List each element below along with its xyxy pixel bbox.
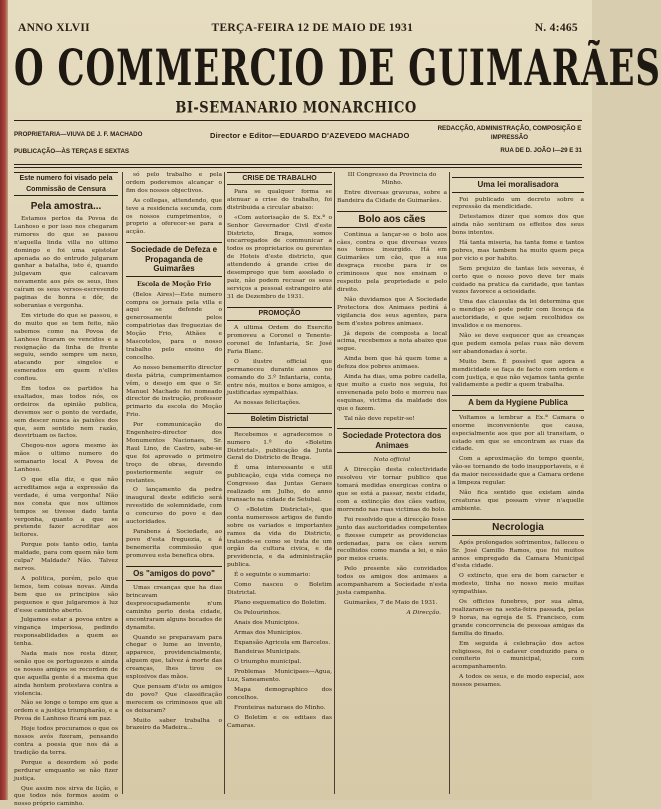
newspaper-title: O COMMERCIO DE GUIMARÃES (14, 40, 661, 98)
paragraph: Guimarães, 7 de Maio de 1931. (344, 599, 438, 606)
paragraph: Por communicação do Engenheiro-director dos Monumentos Nacionaes, Sr. Raul Lino, de Castro, sabe-se que foi aprovado o primeiro troço de obras, devendo posteriormente seguir os restantes. (126, 422, 222, 484)
paragraph: A todos os seus, e de modo especial, aos nossos pesames. (452, 674, 584, 689)
year-label: ANNO XLVII (18, 22, 90, 34)
column-5 (452, 172, 584, 794)
owner-label: PROPRIETARIA—VIUVA DE J. F. MACHADO (14, 131, 143, 138)
summary-item: Anais dos Municipios. (234, 619, 300, 626)
summary-item: O triumpho municipal. (234, 659, 302, 666)
article-heading-sociedade-defeza: Sociedade de Defeza e Propaganda de Guimarães (126, 242, 222, 277)
office-label: REDACÇÃO, ADMINISTRAÇÃO, COMPOSIÇÃO E IMPRESSÃO (437, 125, 582, 141)
paragraph: Não se deve esquecer que as creanças que pedem esmola pelas ruas não devem ser abandonadas á sorte. (452, 333, 584, 355)
article-heading-lei-moralisadora: Uma lei moralisadora (452, 177, 584, 193)
signature: A Direcção. (406, 609, 441, 616)
paragraph: A Direcção desta colectividade resolveu vir tornar publico que tomará medidas energicas contra o que se está a passar, neste cidade, com a extincção dos cães vadios, morrendo nas ruas victimas do bolo. (337, 467, 447, 513)
paragraph: (Belos Aires)—Este numero compra os jornais pela villa e aqui se defende o generosamente pelos compatriotas das freguezias de Moção Frio, Athães e Mascotelos, para o nosso trabalho pelo ensino do concelho. (126, 291, 222, 361)
header-rule-bottom (14, 164, 582, 165)
paragraph: Foi resolvido que a direcção fosse junto das auctoridades competentes e fizesse cumprir as providencias ordenadas, para os cães serem recolhidos como manda a lei, e não por meios crueis. (337, 516, 447, 563)
paragraph: Para se qualquer forma se atenuar a crise do trabalho, foi distribuida a circular abaixo: (227, 189, 332, 211)
summary-item: Armas dos Municipios. (234, 629, 303, 636)
publisher-info (14, 126, 174, 160)
paragraph: só pelo trabalho e pela ordem poderemos alcançar o fim dos nossos objectivos. (126, 172, 222, 194)
paragraph: Que assim nos sirva de lição, e que todos nós formos assim o nosso próprio caminho. (14, 785, 118, 808)
paragraph: As nossas felicitações. (234, 400, 301, 407)
paragraph: É o seguinte o summario: (234, 572, 311, 579)
paragraph: Chegou-nos agora mesmo às mãos o ultimo numero do semanario local A Povoa de Lanhoso. (14, 443, 118, 474)
paragraph: Continua a lançar-se o bolo aos cães, contra o que diversas vezes nos temos insurgido. Há em Guimarães um cão, que a sua desgraça recebe para ir os criminosos que nos ensinam o respeito pela propriedade e pelo direito. (337, 231, 447, 293)
masthead-info (14, 124, 582, 164)
issue-number: N. 4:465 (534, 22, 578, 34)
book-binding (0, 0, 8, 800)
paragraph: O «Boletim Districtal», que conta numerosos artigos de fundo sobre os variados e importantes ramos da vida do Districto, tratando-se como se trata de um orgão da cultura civica, e da previdencia, e da administração publica. (227, 506, 332, 569)
paragraph: Sem prejuizo de tantas leis severas, é certo que o nosso povo deve ter mais cuidado na pratica da caridade, que tantas vezes favorece a ociosidade. (452, 265, 584, 296)
paragraph: Ainda ha dias, uma pobre cadella, que muito a custo nos seguia, foi envenenada pelo bolo e morreu nas esquinas, victima da maldade dos que o fazem. (337, 374, 447, 412)
paragraph: Em seguida á celebração dos actos religiosos, foi o cadaver conduzido para o cemiterio municipal, com acompanhamento. (452, 640, 584, 671)
paragraph: Porque pois tanto odio, tanta maldade, para com quem não tem culpa? Maldade? Não. Talvez nervos. (14, 542, 118, 572)
paragraph: Que pensam d'isto os amigos do povo? Que classificação merecem os criminosos que ali os deixaram? (126, 683, 222, 714)
office-info (437, 124, 582, 155)
date-label: TERÇA-FEIRA 12 DE MAIO DE 1931 (211, 22, 414, 34)
article-columns (14, 172, 584, 808)
article-heading-promocao: PROMOÇÃO (227, 307, 332, 322)
paragraph: A politica, porém, pelo que lemos, tem coisas novas. Ainda bem que os principios são pequenos e que julgaremos à luz d'esse caminho aberto. (14, 575, 118, 614)
summary-item: Expansão Agricola em Barcelos. (234, 639, 331, 646)
paragraph: Detestamos dizer que somos dos que ainda não sentiram os effeitos dos seus bons intentos. (452, 214, 584, 237)
paragraph: O extincto, que era de bom caracter e modesto, tinha no nosso meio muitas sympathias. (452, 573, 584, 596)
column-3 (227, 172, 332, 794)
article-heading-crise-trabalho: CRISE DE TRABALHO (227, 172, 332, 185)
article-body-pela-amostra (14, 216, 118, 809)
summary-item: Os Pelourinhos. (234, 609, 281, 616)
paragraph: O que ella diz, e que não acreditamos seja a expressão da verdade, é uma vergonha! Não nos consta que nos ultimos tempos se tivesse dado tanta vergonha, quanto a que se pretende fazer acreditar aos leitores. (14, 477, 118, 539)
paragraph: Foi publicado um decreto sobre a repressão da mendicidade. (452, 196, 584, 211)
paragraph: As collegas, attendendo, que teve a residencia secunda, com os nossos cumprimentos, o proprio a oferecer-se para a acção. (126, 197, 222, 236)
paragraph: Hoje todos procuramos o que os nossos avós fizeram, pensando contra a poesia que nos dá a tradição da terra. (14, 726, 118, 756)
summary-item: O Boletim e os editaes das Camaras. (227, 714, 332, 729)
column-1 (14, 172, 118, 808)
paragraph: Pelo presente são convidados todos os amigos dos animaes a acompanharem a Sociedade n'esta justa campanha. (337, 566, 447, 596)
paragraph: Em todos os partidos ha exaltados, mas todos nós, os ordeiros da opinião publica, devemos ser o ponto de verdade, sem descer nunca às paixões dos que, sem sentido nem razão, desvirtuam os factos. (14, 386, 118, 440)
paragraph: Não duvidamos que A Sociedade Protectora dos Animaes pedirá á vigilancia dos seus agentes, para bem d'estes pobres animaes. (337, 296, 447, 327)
paragraph: Ao nosso benemerito director desta pátria, cumprimentamos vêm, o desejo em que o Sr. Manuel Machado foi nomeado director de instrução, professor primario da escola do Moção Frio. (126, 364, 222, 419)
paragraph: Julgamos estar a povoa entre a vingança imperiosa, pedindo responsabilidades a quem as tenha. (14, 617, 118, 648)
column-divider (224, 172, 225, 794)
paragraph: Porque a desordem só pode perdurar emquanto se não fizer justiça. (14, 759, 118, 782)
paragraph: Parabens á Sociedade, ao povo d'esta freguezia, e á benemerita commissão que promoveu esta benefica obra. (126, 528, 222, 559)
summary-item: Problemas Municipaes—Agua, Luz, Saneamento. (227, 669, 332, 684)
paragraph: «Com autorisação de S. Ex.ª o Senhor Governador Civil d'este Districto, Braga, somos encarregados de communicar a todos os proprietarios ou gerentes de Hoteis d'este districto, que attendendo á grande crise de desemprego que tem assolado o paiz, não podem recusar os seus serviços a pessoal estrangeiro até 31 de Dezembro de 1931. (227, 214, 332, 300)
official-note-label: Nota official (373, 457, 411, 464)
summary-item: Bandeiras Municipais. (234, 649, 301, 656)
paragraph: III Congresso da Provincia do Minho. (347, 172, 437, 186)
paragraph: Não se longe o tempo em que a ordem e a justiça triumpharão, e a Povoa de Lanhoso ficará em paz. (14, 700, 118, 723)
paragraph: Com a aproximação do tempo quente, vão-se tornando de todo insupportaveis, e é da maior necessidade que a Camara ordene a limpeza regular. (452, 456, 584, 487)
article-heading-pela-amostra: Pela amostra... (30, 201, 102, 212)
newspaper-subtitle: BI-SEMANARIO MONARCHICO (175, 99, 417, 118)
paragraph: Muito bem. É possível que agora a mendicidade se faça de facto com ordem e com justiça, e que não vejamos tanta gente validamente a pedir a quem trabalha. (452, 358, 584, 389)
column-4 (337, 172, 447, 794)
paragraph: O lançamento da pedra inaugural deste edificio será revestido de solemnidade, com o concurso do povo e das auctoridades. (126, 487, 222, 526)
address-label: RUA DE D. JOÃO I—29 E 31 (500, 147, 582, 154)
article-heading-hygiene-publica: A bem da Hygiene Publica (452, 395, 584, 411)
paragraph: Não fica sentido que existam ainda creaturas que possam viver n'aquelle ambiente. (452, 490, 584, 512)
column-divider (334, 172, 335, 794)
paragraph: Em virtude do que se passou, e do muito que se tem feito, não sabemos como na Povoa de Lanhoso ficaram os vencidos e a resignação da linha de frente seguiu, sendo sempre um nexo, atacando por singelos e esmerados em quem n'elles confiou. (14, 312, 118, 383)
summary-item: Fronteiras naturaes do Minho. (234, 704, 326, 711)
column-divider (449, 172, 450, 794)
paragraph: Os officios funebres, por sua alma, realizaram-se na sexta-feira passada, pelas 9 horas, na egreja de S. Francisco, com grande concorrencia de pessoas amigas da familia do finado. (452, 599, 584, 637)
paragraph: Voltamos a lembrar a Ex.ª Camara o enorme inconveniente que causa, especialmente aos que por ali transitam, o estado em que se encontram as ruas da cidade. (452, 414, 584, 453)
director-label: Director e Editor—EDUARDO D'AZEVEDO MACHADO (210, 131, 410, 140)
article-heading-amigos-do-povo: Os "amigos do povo" (126, 566, 222, 582)
paragraph: A ultima Ordem do Exercito promoveu a Coronel o Tenente-coronel de Infantaria, Sr. José Faria Blanc. (227, 325, 332, 355)
publication-label: PUBLICAÇÃO—ÀS TERÇAS E SEXTAS (14, 148, 130, 155)
paragraph: Já depois de composta a local acima, recebemos a nota abaixo que segue. (337, 330, 447, 353)
paragraph: Após prolongados sofrimentos, falleceu o Sr. José Camillo Ramos, que foi muitos annos empregado da Camara Municipal d'esta cidade. (452, 539, 584, 570)
paragraph: Como nasceu o Boletim Districtal. (227, 582, 332, 596)
paragraph: Há tanta miseria, ha tanta fome e tantos pobres, mas tambem ha muito quem peça por vicio e por habito. (452, 240, 584, 262)
paragraph: Tal não deve repetir-se! (344, 415, 415, 422)
paragraph: Muito saber trabalha o brazeiro da Madeira... (126, 717, 222, 732)
article-heading-bolo-aos-caes: Bolo aos cães (337, 211, 447, 228)
summary-item: Plano esquematico do Boletim. (234, 599, 327, 606)
paragraph: É uma interessante e util publicação, cuja vida começa no Congresso das Juntas Geraes realizado em Julho, do anno transacto na cidade de Setubal. (227, 465, 332, 503)
summary-item: Mapa demographico dos concelhos. (227, 687, 332, 701)
paragraph: Ainda bem que há quem tome a defeza dos pobres animaes. (337, 356, 447, 371)
paragraph: Quando se preparavam para chegar o lume ao invento, apparece, providencialmente, alguem que, talvez á morte das creanças, lhes tirou os explosivos das mãos. (126, 634, 222, 681)
paragraph: Entre diversas gravuras, sobre a Bandeira da Cidade de Guimarães. (337, 189, 447, 204)
column-divider (122, 172, 123, 794)
censorship-note: Este numero foi visado pela Commissão de Censura (14, 172, 118, 196)
paragraph: Nada mais nos resta dizer, senão que os portuguezes e ainda os nossos amigos se recordem de que aquella gente é a mesma que ainda hontem protestava contra a violencia. (14, 651, 118, 697)
article-heading-boletim-districtal: Boletim Districtal (227, 413, 332, 428)
article-subheading-escola: Escola de Moção Frio (136, 280, 212, 288)
paragraph: Uma das clausulas da lei determina que o mendigo só pode pedir com licença da auctoridade, e que sejam recolhidos os invalidos e os menores. (452, 299, 584, 330)
column-2 (126, 172, 222, 794)
header-rule-bottom-thin (14, 167, 582, 168)
masthead-top-line (18, 20, 578, 36)
article-heading-sociedade-protectora: Sociedade Protectora dos Animaes (337, 428, 447, 453)
paragraph: Estamos pertos da Povoa de Lanhoso e por isso nos chegaram rumores do que se passou n'aquella linda villa no ultimo domingo e foi uma epistolar apenada ao do entrudo julgaram ganhar a batalha, isto é, quando julgavam que calcavam novamente aos pés os seus, lhes caíram os seus versos-escrevendo paginas de honra e dôr, de soberanias e vergonha. (14, 216, 118, 309)
header-rule (14, 120, 582, 121)
article-heading-necrologia: Necrologia (452, 519, 584, 536)
paragraph: Recebemos e agradecemos o numero 1.º do «Boletim Districtal», publicação da Junta Geral do Districto de Braga. (227, 431, 332, 462)
paragraph: O ilustre official que permaneceu durante annos no comando do 3.º Infantaria, conta, entre nós, muitos e bons amigos, e justificadas sympathias. (227, 358, 332, 397)
paragraph: Umas creanças que ha dias brincavam despreocupadamente n'um caminho perto desta cidade, encontraram alguns bocados de dynamite. (126, 585, 222, 631)
